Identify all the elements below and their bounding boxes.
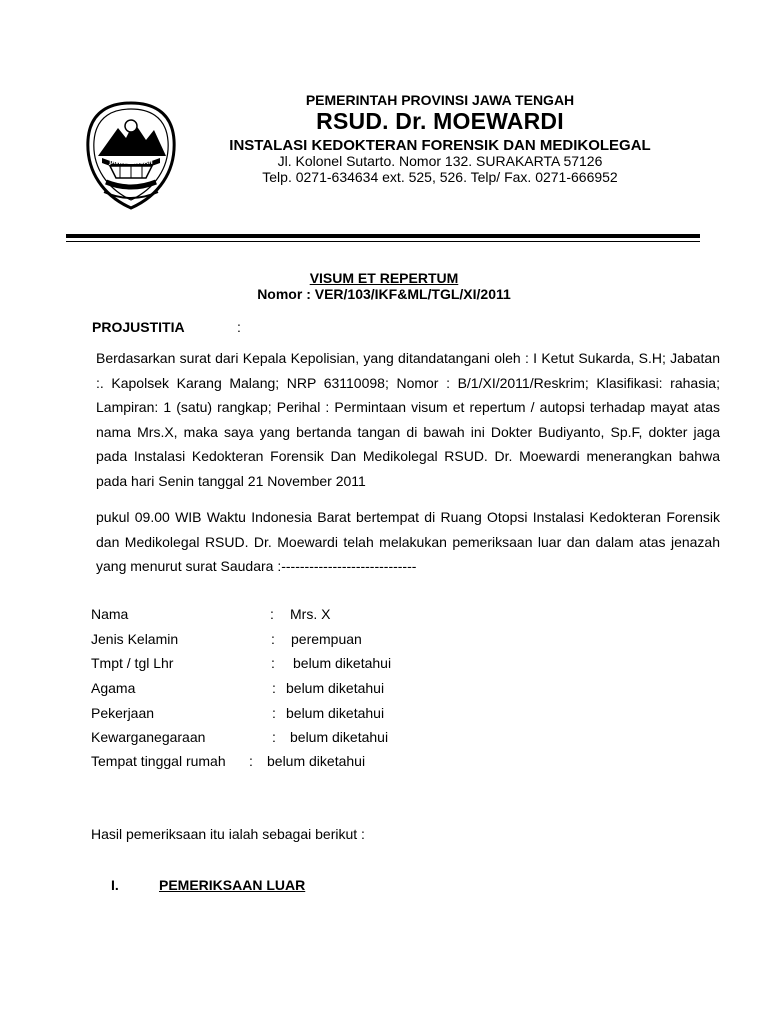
letterhead-institution: INSTALASI KEDOKTERAN FORENSIK DAN MEDIKOLEGAL bbox=[229, 137, 651, 154]
document-title bbox=[0, 270, 768, 286]
projustitia-label: PROJUSTITIA bbox=[92, 319, 185, 335]
section-number: I. bbox=[111, 877, 119, 893]
identity-value: belum diketahui bbox=[286, 705, 385, 721]
identity-label: Nama bbox=[91, 606, 129, 622]
letterhead-address: Jl. Kolonel Sutarto. Nomor 132. SURAKARTA 57126 bbox=[277, 153, 603, 169]
letterhead-hospital-name: RSUD. Dr. MOEWARDI bbox=[316, 108, 564, 134]
identity-value: belum diketahui bbox=[267, 753, 366, 769]
opening-paragraph: Berdasarkan surat dari Kepala Kepolisian, yang ditandatangani oleh : I Ketut Sukarda, S.H; Jabatan :. Kapolsek Karang Malang; NRP 63110098; Nomor : B/1/XI/2011/Reskrim; Klasifikasi: rahasia; Lampiran: 1 (satu) rangkap; Perihal : Permintaan visum et repertum / autopsi terhadap mayat atas nama Mrs.X, maka saya yang bertanda tangan di bawah ini Dokter Budiyanto, Sp.F, dokter jaga pada Instalasi Kedokteran Forensik Dan Medikolegal RSUD. Dr. Moewardi menerangkan bahwa pada hari Senin tanggal 21 November 2011 bbox=[96, 350, 720, 489]
identity-colon: : bbox=[249, 753, 253, 769]
identity-value: perempuan bbox=[291, 631, 362, 647]
identity-colon: : bbox=[271, 655, 275, 671]
letterhead-government: PEMERINTAH PROVINSI JAWA TENGAH bbox=[305, 92, 575, 108]
identity-colon: : bbox=[271, 631, 275, 647]
letterhead-divider-thick bbox=[66, 234, 700, 238]
identity-value: belum diketahui bbox=[290, 729, 389, 745]
results-intro: Hasil pemeriksaan itu ialah sebagai berikut : bbox=[91, 826, 365, 842]
identity-label: Kewarganegaraan bbox=[91, 729, 206, 745]
section-title: PEMERIKSAAN LUAR bbox=[159, 877, 306, 893]
identity-colon: : bbox=[272, 680, 276, 696]
projustitia-colon: : bbox=[237, 319, 241, 335]
document-number: Nomor : VER/103/IKF&ML/TGL/XI/2011 bbox=[257, 286, 511, 302]
identity-label: Tmpt / tgl Lhr bbox=[91, 655, 174, 671]
identity-label: Agama bbox=[91, 680, 136, 696]
logo-lettering: JAWA TENGAH bbox=[109, 160, 153, 166]
province-emblem-logo bbox=[84, 100, 178, 212]
identity-value: belum diketahui bbox=[293, 655, 392, 671]
examination-paragraph: pukul 09.00 WIB Waktu Indonesia Barat bertempat di Ruang Otopsi Instalasi Kedokteran Forensik dan Medikolegal RSUD. Dr. Moewardi telah melakukan pemeriksaan luar dan dalam atas jenazah yang menurut surat Saudara :----------------------------- bbox=[96, 509, 720, 575]
identity-value: Mrs. X bbox=[290, 606, 331, 622]
identity-label: Pekerjaan bbox=[91, 705, 155, 721]
identity-value: belum diketahui bbox=[286, 680, 385, 696]
identity-colon: : bbox=[270, 606, 274, 622]
identity-colon: : bbox=[272, 705, 276, 721]
document-title-text: VISUM ET REPERTUM bbox=[309, 270, 459, 286]
identity-label: Tempat tinggal rumah bbox=[91, 753, 226, 769]
letterhead-divider-thin bbox=[66, 241, 700, 242]
letterhead-phone: Telp. 0271-634634 ext. 525, 526. Telp/ Fax. 0271-666952 bbox=[262, 169, 618, 185]
identity-colon: : bbox=[272, 729, 276, 745]
identity-label: Jenis Kelamin bbox=[91, 631, 179, 647]
